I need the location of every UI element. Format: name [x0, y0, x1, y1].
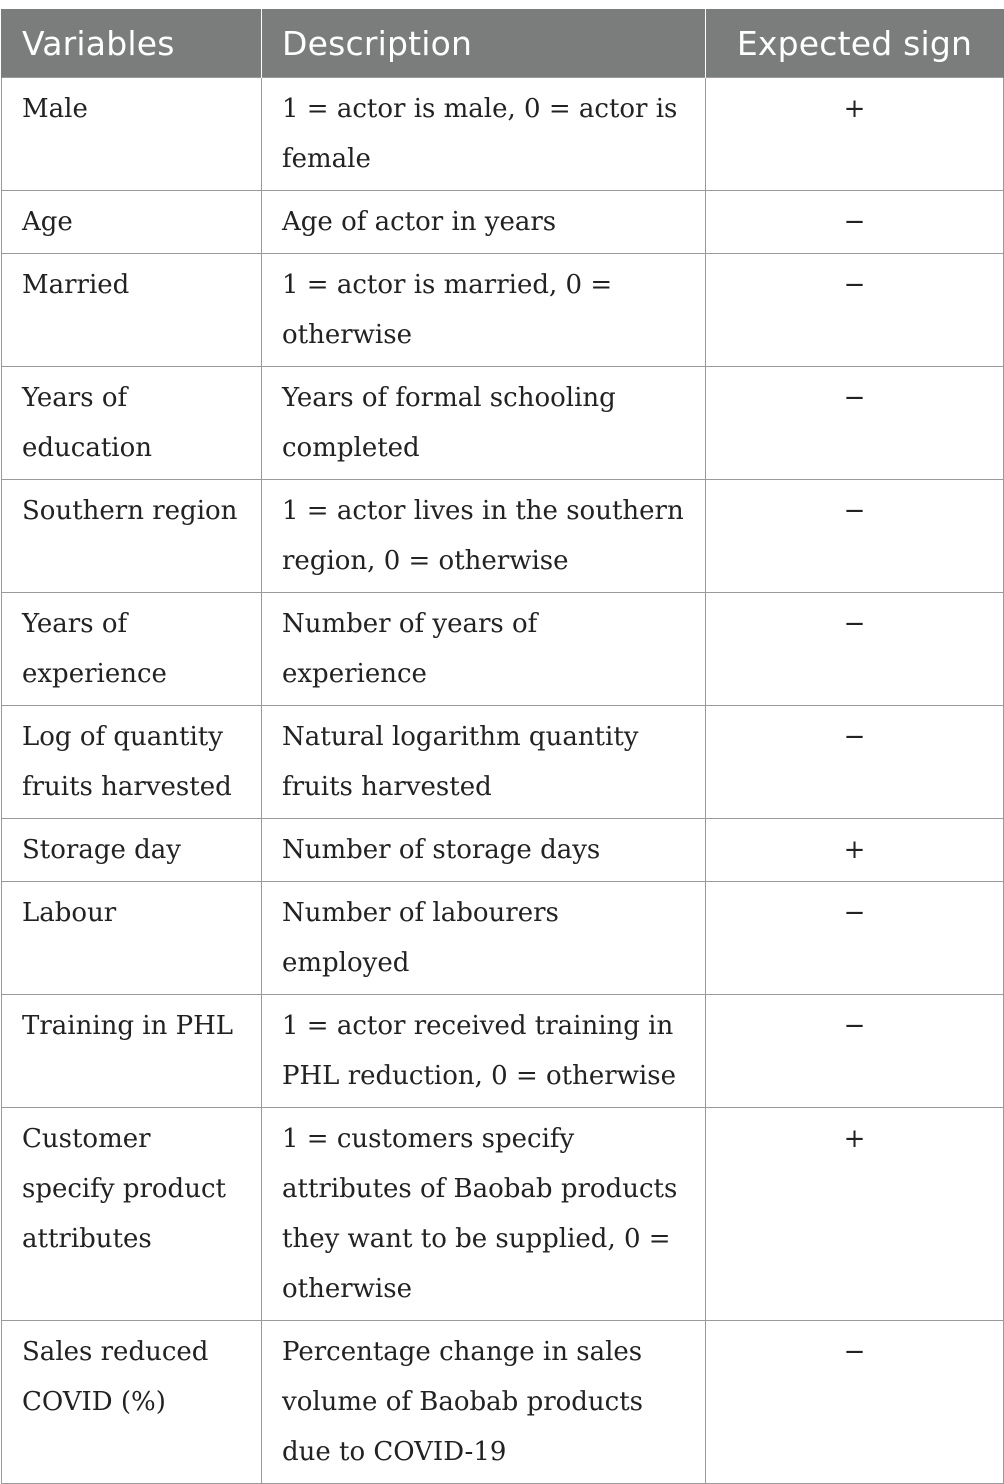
- expected-sign-cell: +: [706, 1108, 1004, 1321]
- expected-sign-cell: −: [706, 593, 1004, 706]
- table-row: [2, 882, 1004, 995]
- variable-cell: Storage day: [2, 819, 262, 882]
- expected-sign-cell: −: [706, 1321, 1004, 1484]
- variable-cell: Age: [2, 191, 262, 254]
- expected-sign-cell: +: [706, 819, 1004, 882]
- table-header-row: [2, 9, 1004, 78]
- variable-cell: Years of experience: [2, 593, 262, 706]
- description-cell: 1 = actor received training in PHL reduction, 0 = otherwise: [262, 995, 706, 1108]
- expected-sign-cell: −: [706, 706, 1004, 819]
- expected-sign-cell: −: [706, 191, 1004, 254]
- description-cell: Natural logarithm quantity fruits harvested: [262, 706, 706, 819]
- expected-sign-cell: −: [706, 480, 1004, 593]
- variable-cell: Labour: [2, 882, 262, 995]
- variable-cell: Southern region: [2, 480, 262, 593]
- description-cell: 1 = actor lives in the southern region, 0 = otherwise: [262, 480, 706, 593]
- description-cell: Number of labourers employed: [262, 882, 706, 995]
- variable-cell: Male: [2, 78, 262, 191]
- expected-sign-cell: −: [706, 882, 1004, 995]
- table-row: [2, 367, 1004, 480]
- header-description: Description: [262, 9, 706, 78]
- table-row: [2, 480, 1004, 593]
- table-row: [2, 706, 1004, 819]
- expected-sign-cell: +: [706, 78, 1004, 191]
- description-cell: 1 = actor is married, 0 = otherwise: [262, 254, 706, 367]
- table-row: [2, 1108, 1004, 1321]
- description-cell: 1 = actor is male, 0 = actor is female: [262, 78, 706, 191]
- variable-cell: Married: [2, 254, 262, 367]
- description-cell: Age of actor in years: [262, 191, 706, 254]
- description-cell: Number of years of experience: [262, 593, 706, 706]
- table-row: [2, 254, 1004, 367]
- table-row: [2, 593, 1004, 706]
- description-cell: Years of formal schooling completed: [262, 367, 706, 480]
- table-row: [2, 78, 1004, 191]
- variable-cell: Sales reduced COVID (%): [2, 1321, 262, 1484]
- expected-sign-cell: −: [706, 995, 1004, 1108]
- variables-table: [1, 9, 1004, 1484]
- description-cell: Number of storage days: [262, 819, 706, 882]
- variable-cell: Customer specify product attributes: [2, 1108, 262, 1321]
- table-row: [2, 819, 1004, 882]
- description-cell: 1 = customers specify attributes of Baobab products they want to be supplied, 0 = otherwise: [262, 1108, 706, 1321]
- table-row: [2, 191, 1004, 254]
- expected-sign-cell: −: [706, 367, 1004, 480]
- header-expected-sign: Expected sign: [706, 9, 1004, 78]
- variable-cell: Training in PHL: [2, 995, 262, 1108]
- header-variables: Variables: [2, 9, 262, 78]
- expected-sign-cell: −: [706, 254, 1004, 367]
- table-row: [2, 1321, 1004, 1484]
- variable-cell: Years of education: [2, 367, 262, 480]
- table-row: [2, 995, 1004, 1108]
- description-cell: Percentage change in sales volume of Baobab products due to COVID-19: [262, 1321, 706, 1484]
- variable-cell: Log of quantity fruits harvested: [2, 706, 262, 819]
